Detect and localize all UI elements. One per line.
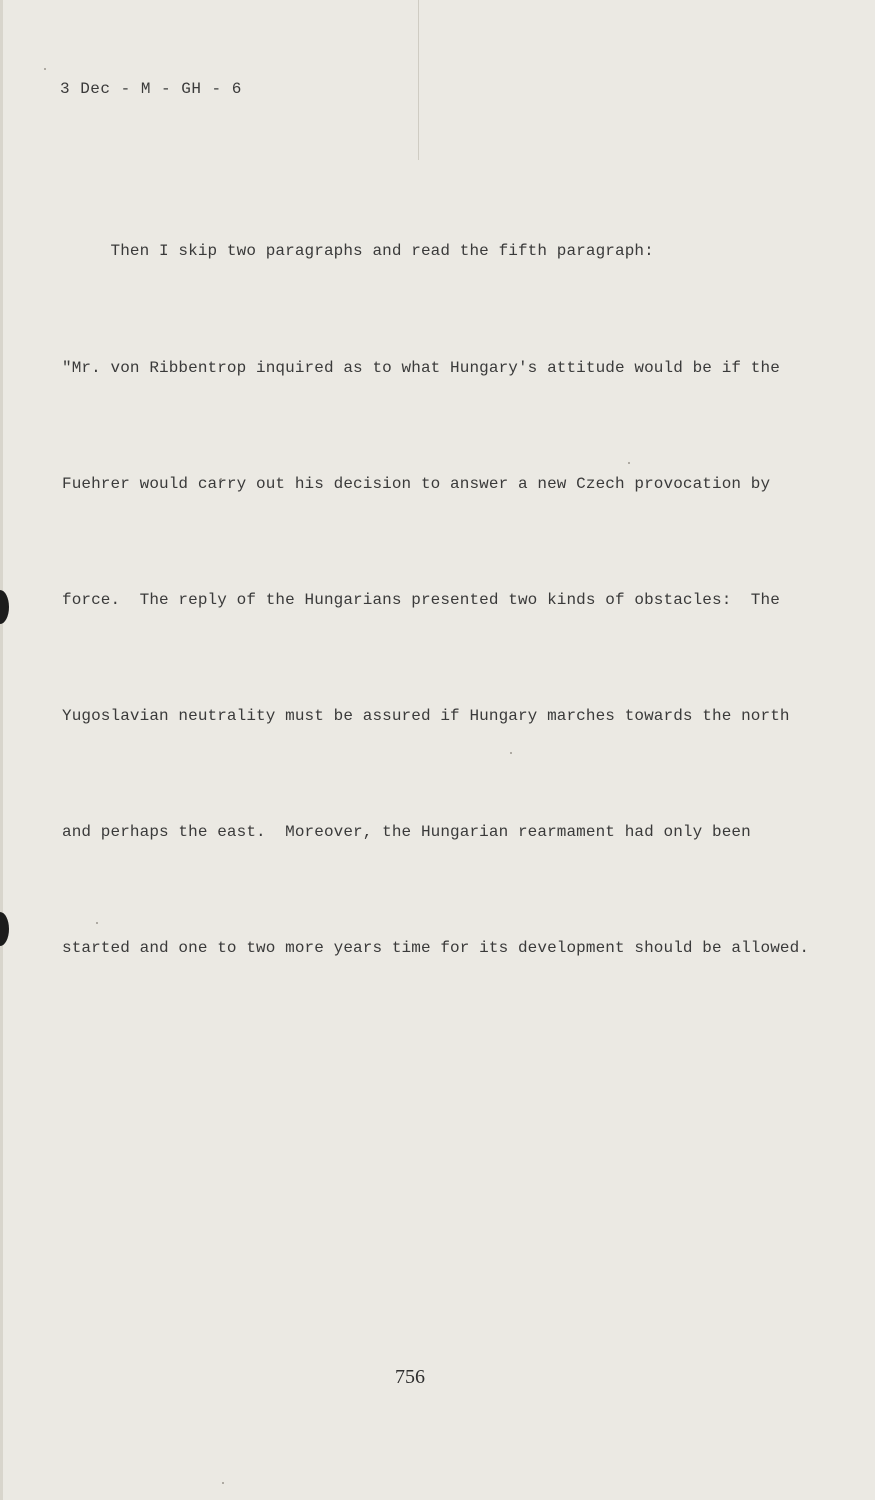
text-line: "Mr. von Ribbentrop inquired as to what Hungary's attitude would be if the <box>62 358 780 377</box>
paper-speck <box>44 68 46 70</box>
text-line: started and one to two more years time for its development should be allowed. <box>62 938 810 957</box>
text-line: and perhaps the east. Moreover, the Hungarian rearmament had only been <box>62 822 751 841</box>
binder-hole <box>0 912 9 946</box>
text-line: Then I skip two paragraphs and read the fifth paragraph: <box>62 242 654 261</box>
text-line: force. The reply of the Hungarians presented two kinds of obstacles: The <box>62 590 780 609</box>
paper-edge <box>0 0 3 1500</box>
paper-speck <box>222 1482 224 1484</box>
page-number: 756 <box>395 1366 425 1388</box>
document-header: 3 Dec - M - GH - 6 <box>60 80 242 98</box>
binder-hole <box>0 590 9 624</box>
text-line: Fuehrer would carry out his decision to answer a new Czech provocation by <box>62 474 771 493</box>
text-line: Yugoslavian neutrality must be assured if Hungary marches towards the north <box>62 706 790 725</box>
document-body <box>62 155 822 1045</box>
paper-crease <box>418 0 419 160</box>
